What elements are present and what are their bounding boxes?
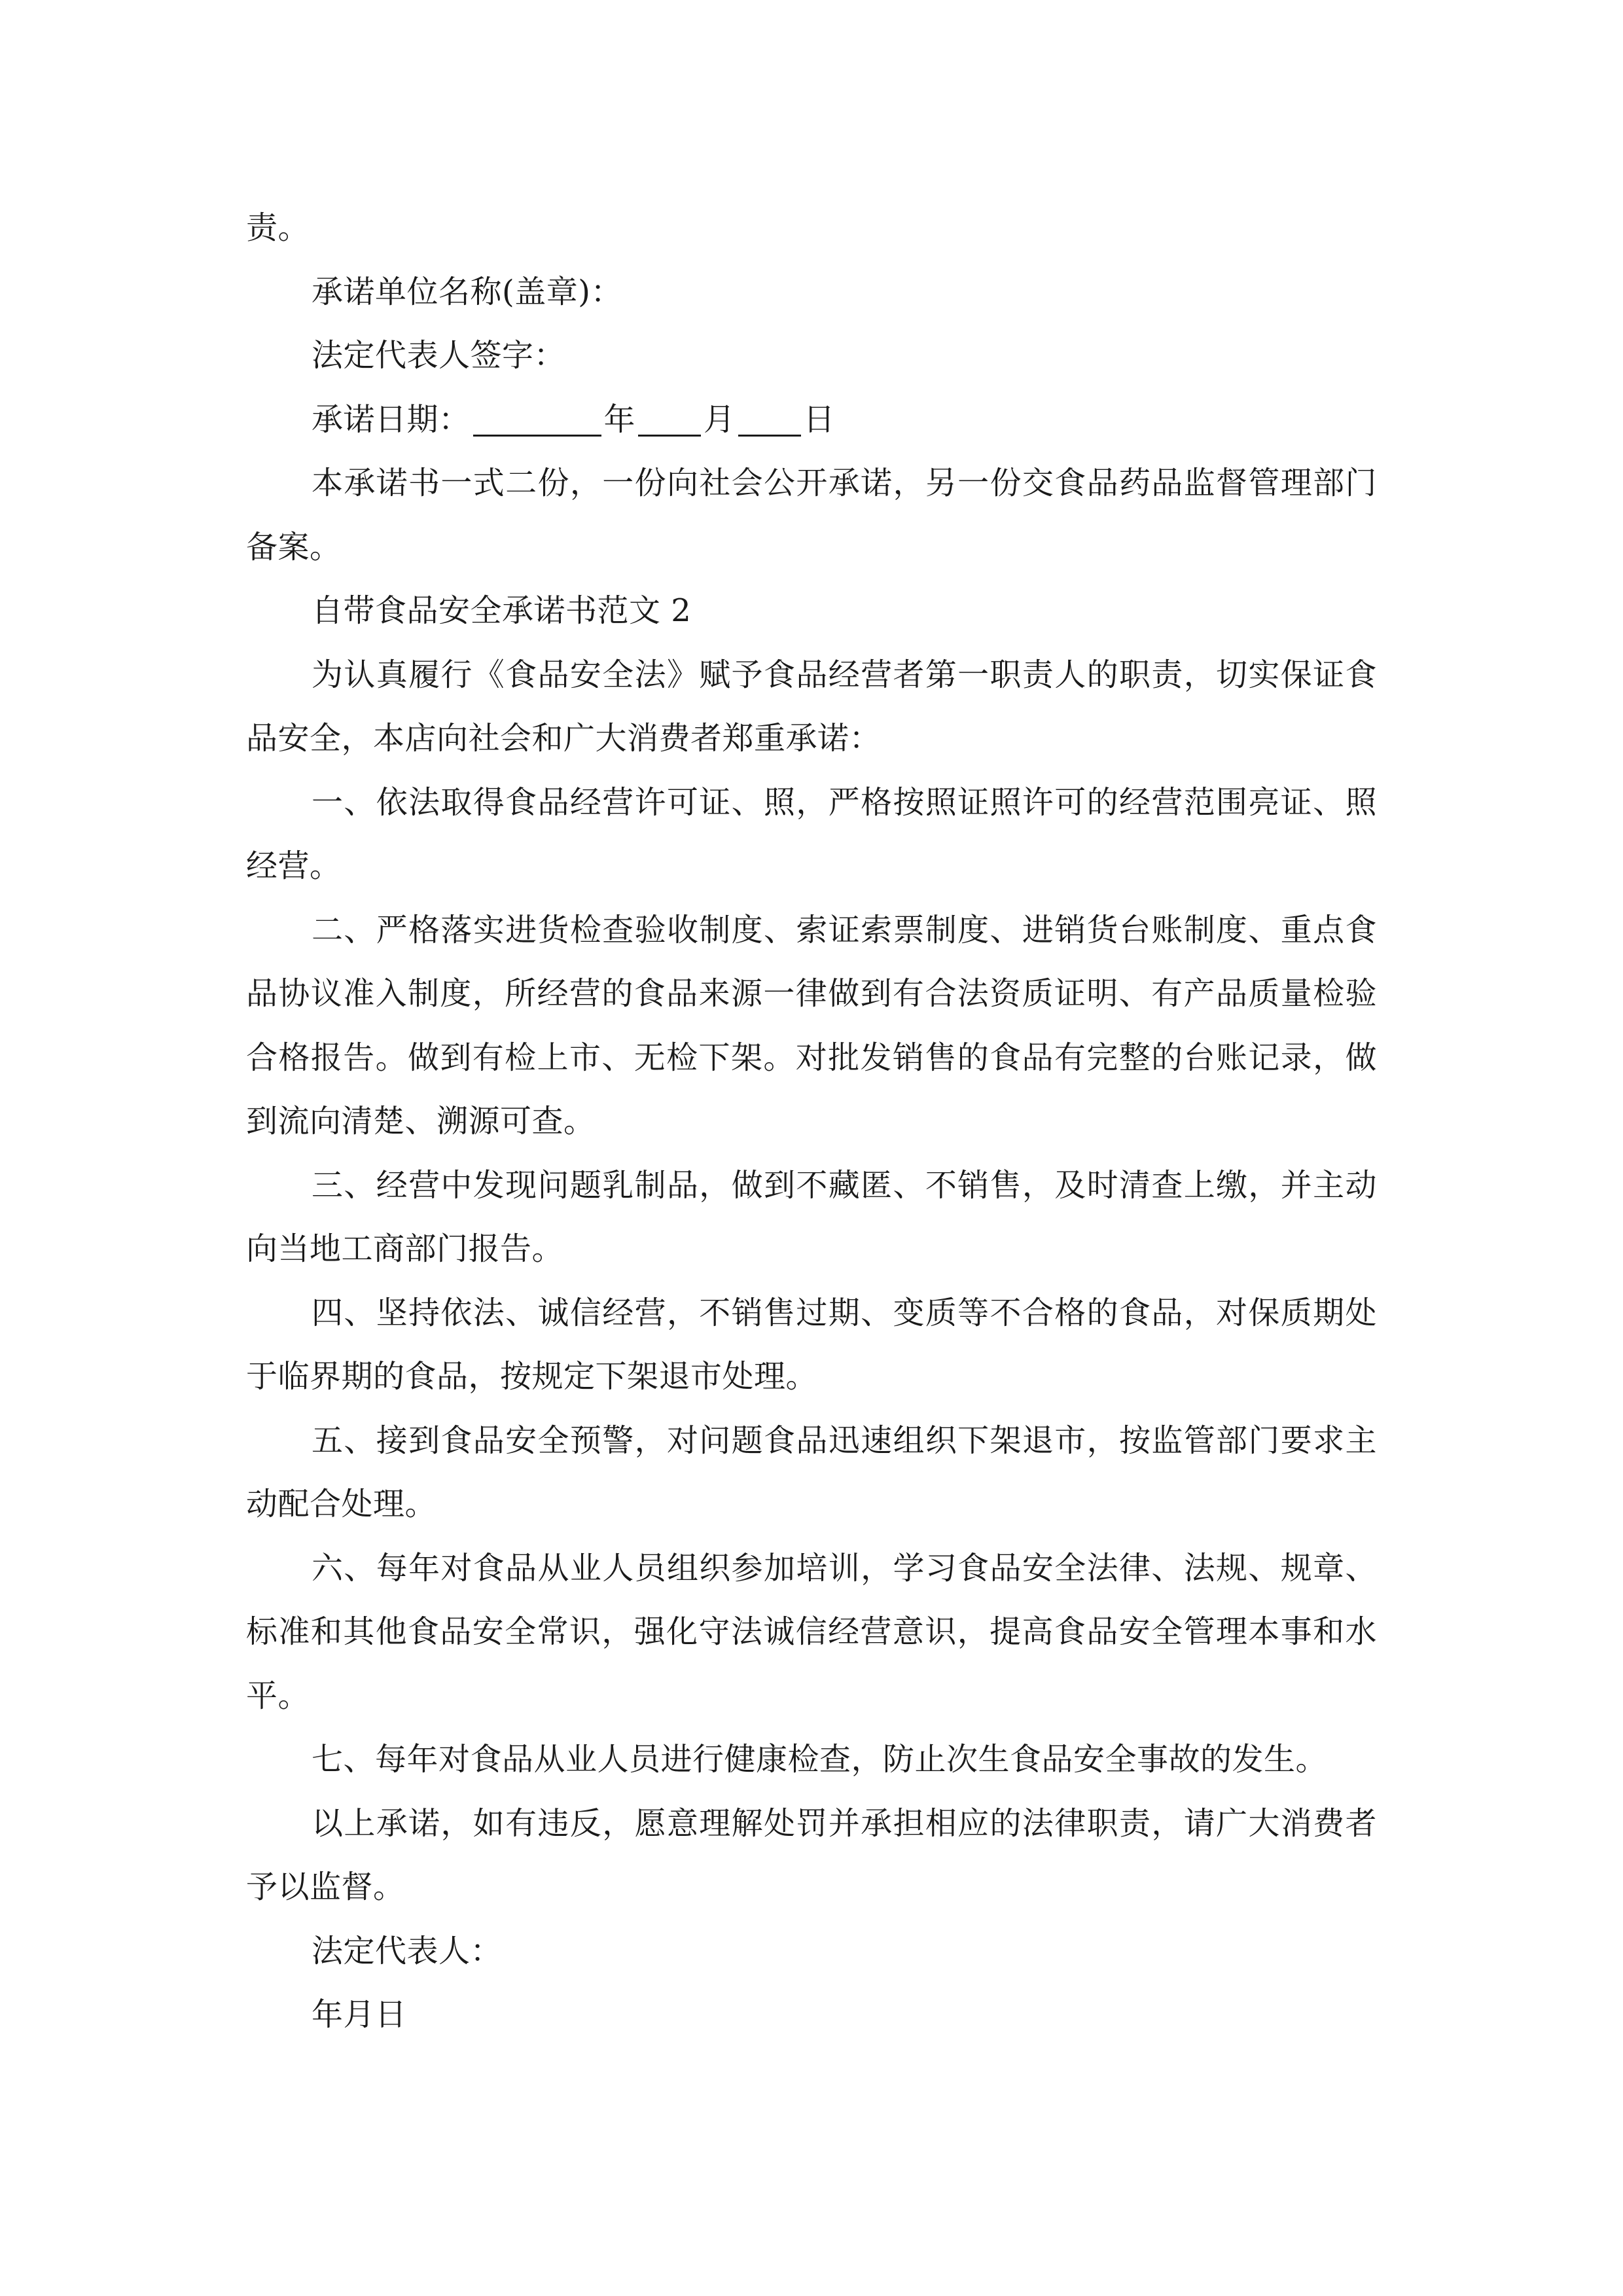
day-label: 日 — [803, 401, 836, 438]
commitment-item-1: 一、依法取得食品经营许可证、照，严格按照证照许可的经营范围亮证、照经营。 — [246, 783, 1377, 884]
unit-name-seal-line: 承诺单位名称(盖章)： — [312, 273, 622, 310]
legal-rep-line: 法定代表人： — [312, 1932, 503, 1969]
commitment-item-5: 五、接到食品安全预警，对问题食品迅速组织下架退市，按监管部门要求主动配合处理。 — [246, 1422, 1377, 1522]
month-label: 月 — [704, 401, 736, 438]
commitment-date-line — [246, 388, 1377, 452]
year-label: 年 — [603, 401, 636, 438]
closing-statement: 以上承诺，如有违反，愿意理解处罚并承担相应的法律职责，请广大消费者予以监督。 — [246, 1804, 1377, 1905]
copies-note: 本承诺书一式二份，一份向社会公开承诺，另一份交食品药品监督管理部门备案。 — [246, 465, 1377, 565]
year-blank — [473, 398, 601, 437]
day-blank — [738, 398, 801, 437]
section-title-sample-2: 自带食品安全承诺书范文 2 — [312, 592, 692, 629]
preamble-paragraph: 为认真履行《食品安全法》赋予食品经营者第一职责人的职责，切实保证食品安全，本店向社会和广大消费者郑重承诺： — [246, 656, 1377, 757]
commitment-item-3: 三、经营中发现问题乳制品，做到不藏匿、不销售，及时清查上缴，并主动向当地工商部门报告。 — [246, 1166, 1377, 1267]
document-body — [246, 196, 1377, 2047]
commitment-item-7: 七、每年对食品从业人员进行健康检查，防止次生食品安全事故的发生。 — [312, 1741, 1328, 1778]
paragraph-continuation: 责。 — [246, 209, 310, 246]
legal-rep-signature-line: 法定代表人签字： — [312, 337, 566, 374]
commitment-item-6: 六、每年对食品从业人员组织参加培训，学习食品安全法律、法规、规章、标准和其他食品安全常识，强化守法诚信经营意识，提高食品安全管理本事和水平。 — [246, 1549, 1377, 1714]
commitment-item-4: 四、坚持依法、诚信经营，不销售过期、变质等不合格的食品，对保质期处于临界期的食品，按规定下架退市处理。 — [246, 1294, 1377, 1395]
month-blank — [638, 398, 701, 437]
date-placeholder-line: 年月日 — [312, 1996, 407, 2033]
date-label: 承诺日期： — [312, 401, 471, 438]
commitment-item-2: 二、严格落实进货检查验收制度、索证索票制度、进销货台账制度、重点食品协议准入制度，所经营的食品来源一律做到有合法资质证明、有产品质量检验合格报告。做到有检上市、无检下架。对批发销售的食品有完整的台账记录，做到流向清楚、溯源可查。 — [246, 911, 1377, 1139]
